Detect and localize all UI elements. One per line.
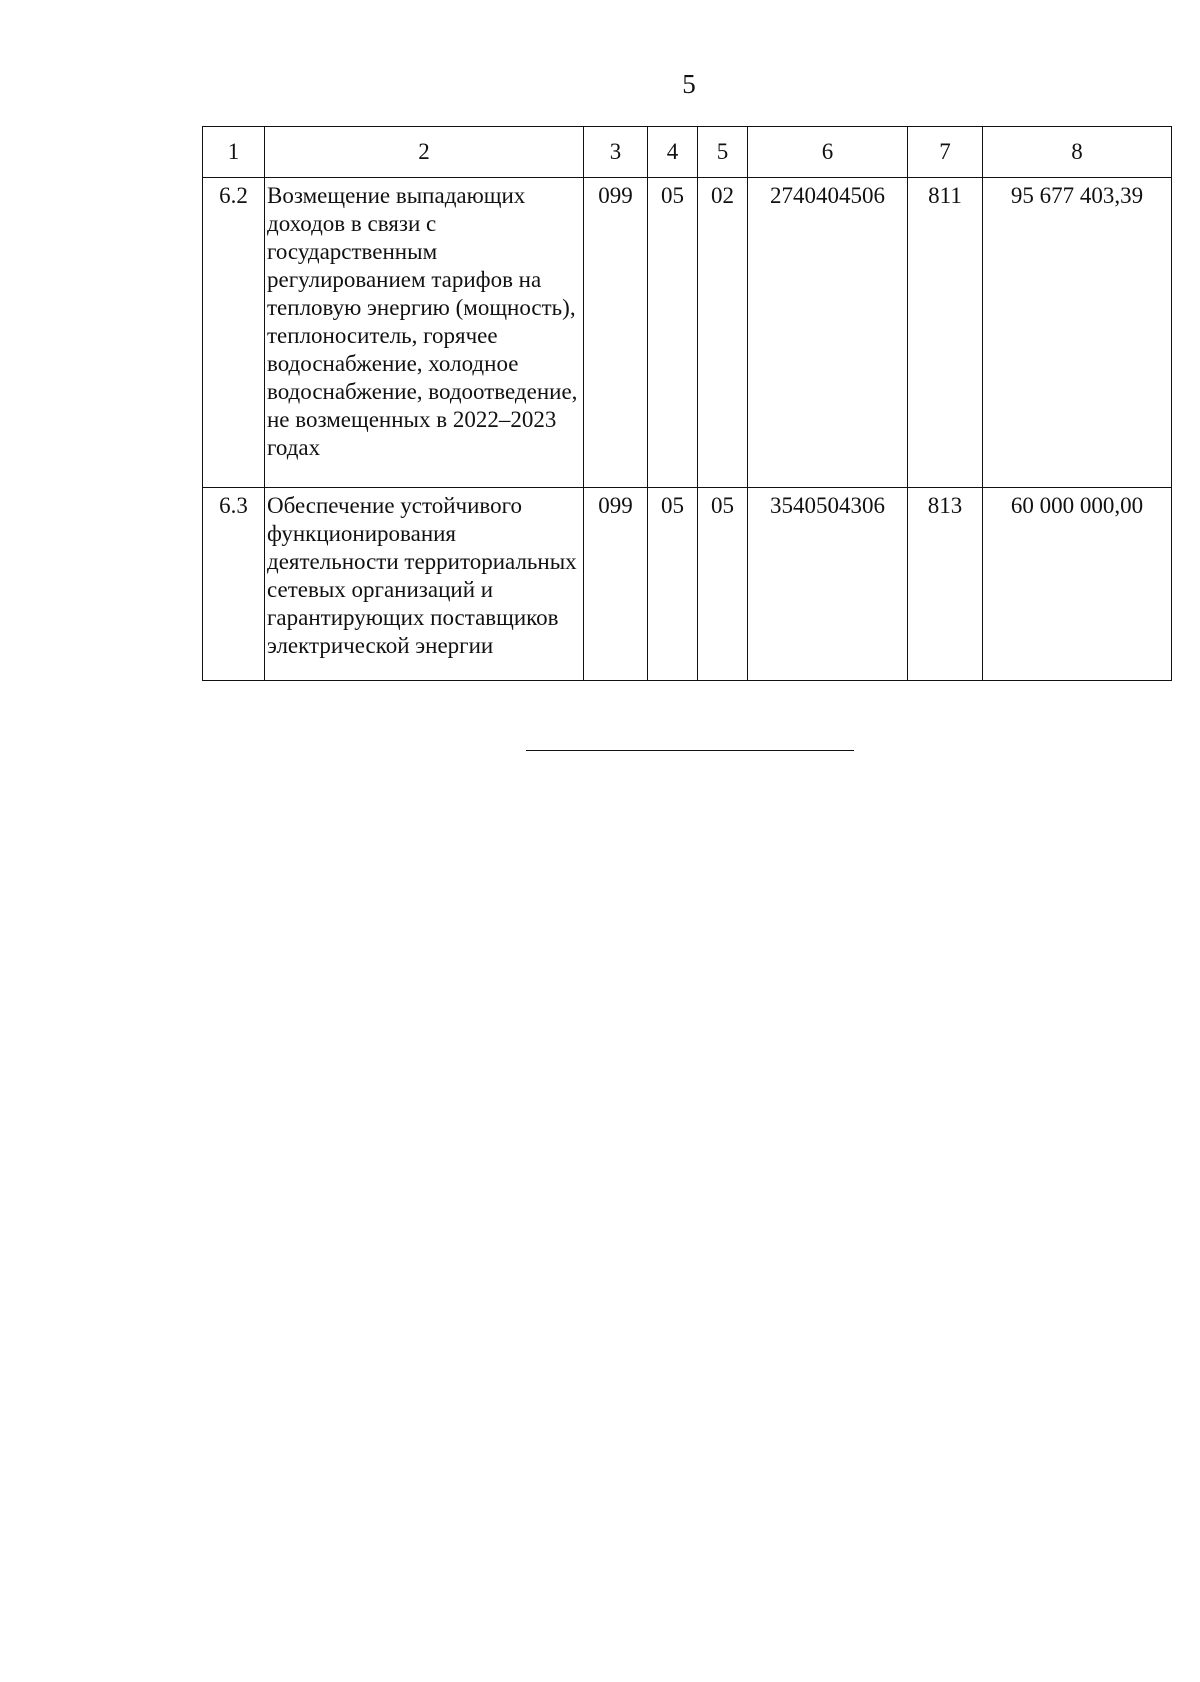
column-header: 3 [584,127,648,178]
column-header: 8 [983,127,1172,178]
row-col7: 813 [908,488,983,681]
budget-table [202,126,1172,681]
row-col3: 099 [584,178,648,488]
column-header: 6 [748,127,908,178]
column-header: 4 [648,127,698,178]
row-col5: 02 [698,178,748,488]
end-divider [526,750,854,751]
row-col7: 811 [908,178,983,488]
row-col8: 95 677 403,39 [983,178,1172,488]
row-col3: 099 [584,488,648,681]
row-name: Обеспечение устойчивого функционирования деятельности территориальных сетевых организаций и гарантирующих поставщиков электрической энергии [265,488,584,681]
row-col8: 60 000 000,00 [983,488,1172,681]
column-header: 7 [908,127,983,178]
row-col6: 3540504306 [748,488,908,681]
row-number: 6.2 [203,178,265,488]
column-header: 2 [265,127,584,178]
row-col5: 05 [698,488,748,681]
row-name: Возмещение выпадающих доходов в связи с государственным регулированием тарифов на тепловую энергию (мощность), теплоноситель, горячее водоснабжение, холодное водоснабжение, водоотведение, не возмещенных в 2022–2023 годах [265,178,584,488]
column-header: 5 [698,127,748,178]
table-row [203,178,1172,488]
row-col6: 2740404506 [748,178,908,488]
row-col4: 05 [648,178,698,488]
table-row [203,488,1172,681]
row-number: 6.3 [203,488,265,681]
table-header-row [203,127,1172,178]
page-number: 5 [682,69,696,99]
row-col4: 05 [648,488,698,681]
column-header: 1 [203,127,265,178]
